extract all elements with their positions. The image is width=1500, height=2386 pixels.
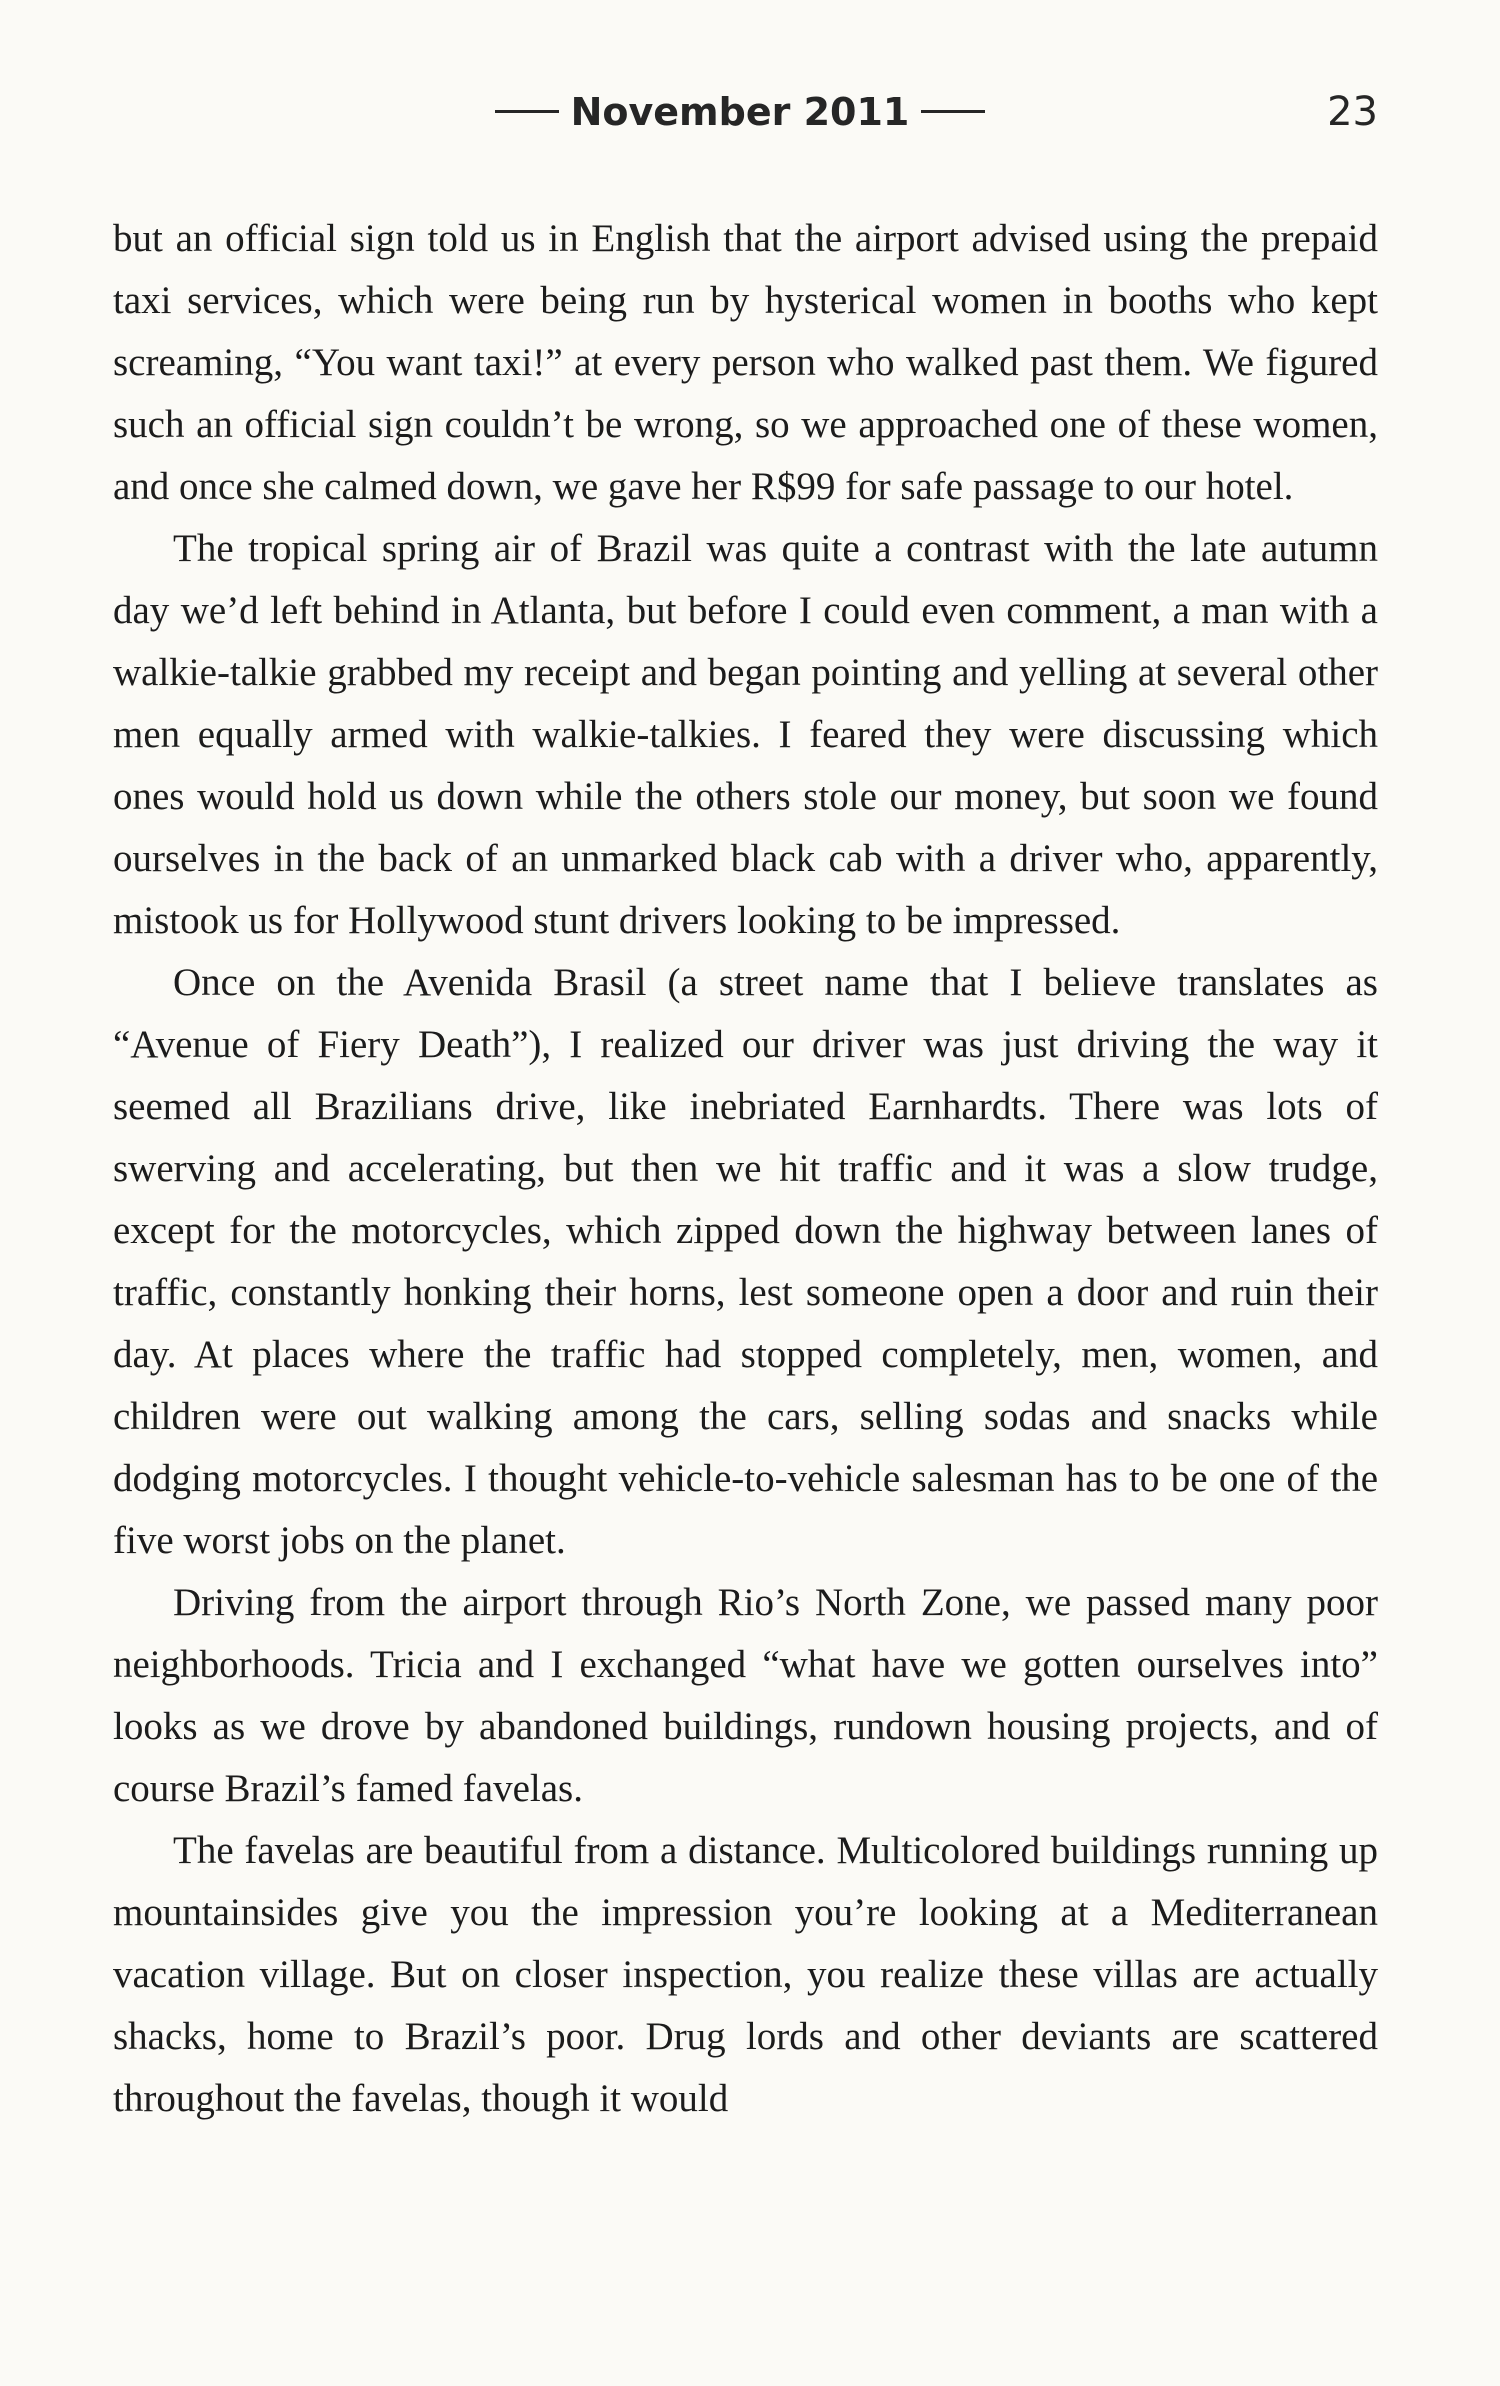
body-text	[113, 208, 1378, 2130]
chapter-title: November 2011	[570, 90, 910, 134]
running-header	[0, 82, 1500, 142]
page-number: 23	[1327, 89, 1378, 135]
chapter-heading	[470, 82, 1010, 142]
right-dash-rule	[921, 110, 985, 113]
paragraph: The tropical spring air of Brazil was quite a contrast with the late autumn day we’d left behind in Atlanta, but before I could even comment, a man with a walkie-talkie grabbed my receipt and began pointing and yelling at several other men equally armed with walkie-talkies. I feared they were discussing which ones would hold us down while the others stole our money, but soon we found ourselves in the back of an unmarked black cab with a driver who, apparently, mistook us for Hollywood stunt drivers looking to be impressed.	[113, 527, 1378, 942]
paragraph: The favelas are beautiful from a distance. Multicolored buildings running up mountainsides give you the impression you’re looking at a Mediterranean vacation village. But on closer inspection, you realize these villas are actually shacks, home to Brazil’s poor. Drug lords and other deviants are scattered throughout the favelas, though it would	[113, 1829, 1378, 2120]
left-dash-rule	[495, 110, 559, 113]
paragraph-continued: but an official sign told us in English that the airport advised using the prepaid taxi services, which were being run by hysterical women in booths who kept screaming, “You want taxi!” at every person who walked past them. We figured such an official sign couldn’t be wrong, so we approached one of these women, and once she calmed down, we gave her R$99 for safe passage to our hotel.	[113, 217, 1378, 508]
paragraph: Driving from the airport through Rio’s North Zone, we passed many poor neighborhoods. Tricia and I exchanged “what have we gotten ourselves into” looks as we drove by abandoned buildings, rundown housing projects, and of course Brazil’s famed favelas.	[113, 1581, 1378, 1810]
paragraph: Once on the Avenida Brasil (a street name that I believe translates as “Avenue of Fiery Death”), I realized our driver was just driving the way it seemed all Brazilians drive, like inebriated Earnhardts. There was lots of swerving and accelerating, but then we hit traffic and it was a slow trudge, except for the motorcycles, which zipped down the highway between lanes of traffic, constantly honking their horns, lest someone open a door and ruin their day. At places where the traffic had stopped completely, men, women, and children were out walking among the cars, selling sodas and snacks while dodging motorcycles. I thought vehicle-to-vehicle salesman has to be one of the five worst jobs on the planet.	[113, 961, 1378, 1562]
